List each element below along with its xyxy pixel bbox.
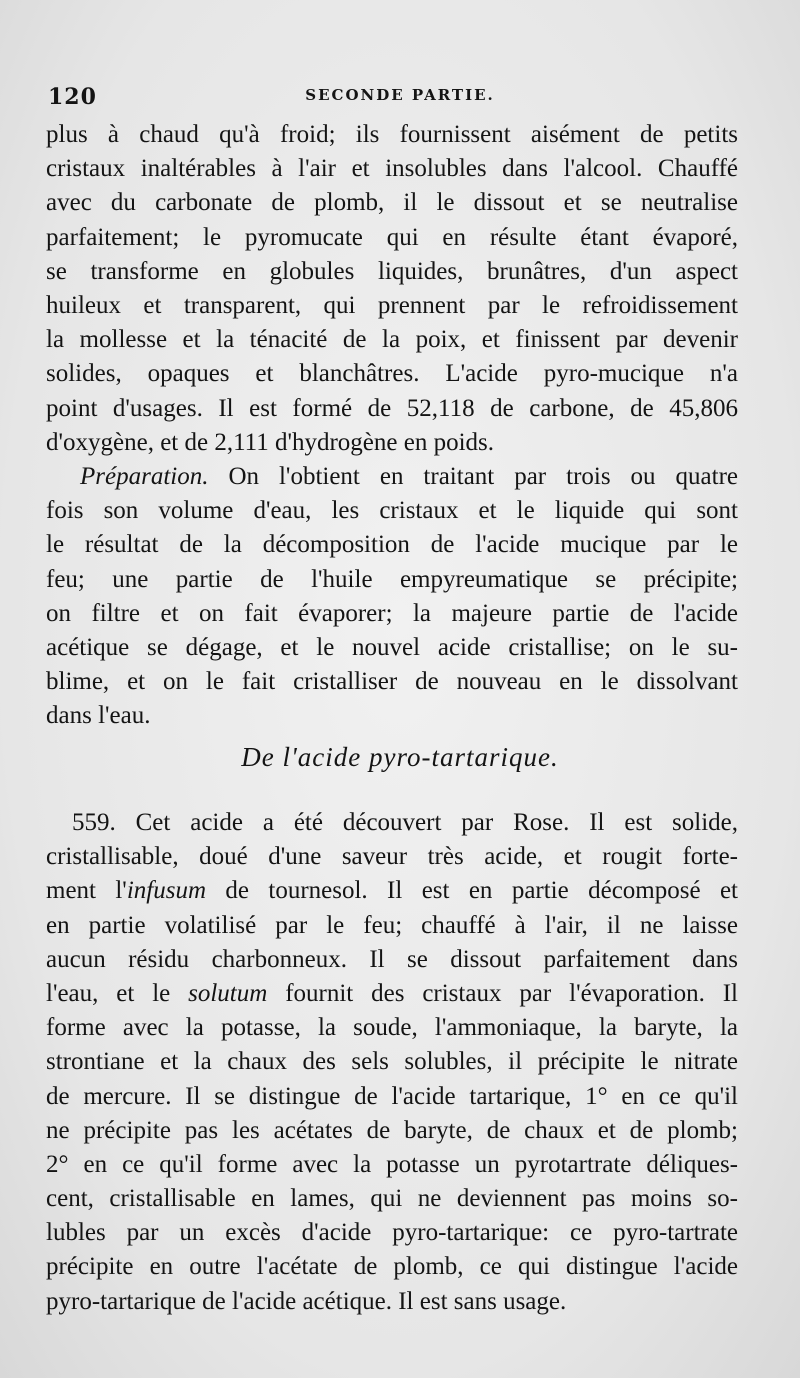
text-line: lubles par un excès d'acide pyro-tartarique: ce pyro-tartrate bbox=[46, 1219, 738, 1247]
page-number: 120 bbox=[48, 84, 97, 110]
text-line: feu; une partie de l'huile empyreumatique se précipite; bbox=[46, 565, 738, 593]
paragraph-label: Préparation. bbox=[80, 463, 209, 490]
text-line: acétique se dégage, et le nouvel acide cristallise; on le su- bbox=[46, 633, 738, 661]
text-line: avec du carbonate de plomb, il le dissout et se neutralise bbox=[46, 189, 738, 217]
text-line: cristallisable, doué d'une saveur très acide, et rougit forte- bbox=[46, 843, 738, 871]
italic-term: infusum bbox=[126, 877, 207, 905]
text-line: aucun résidu charbonneux. Il se dissout parfaitement dans bbox=[46, 945, 738, 973]
text-line: cent, cristallisable en lames, qui ne deviennent pas moins so- bbox=[46, 1185, 738, 1213]
text-line: pyro-tartarique de l'acide acétique. Il est sans usage. bbox=[46, 1287, 567, 1315]
text-line: se transforme en globules liquides, brunâtres, d'un aspect bbox=[46, 257, 738, 285]
text-line: on filtre et on fait évaporer; la majeure partie de l'acide bbox=[46, 599, 738, 627]
text-line: plus à chaud qu'à froid; ils fournissent aisément de petits bbox=[46, 121, 738, 148]
text-run: de tournesol. Il est en partie décomposé et bbox=[206, 877, 738, 905]
text-line: 2° en ce qu'il forme avec la potasse un pyrotartrate déliques- bbox=[46, 1150, 738, 1178]
text-line: le résultat de la décomposition de l'acide mucique par le bbox=[46, 531, 738, 559]
text-line: huileux et transparent, qui prennent par le refroidissement bbox=[46, 291, 738, 319]
text-line: la mollesse et la ténacité de la poix, et finissent par devenir bbox=[46, 326, 738, 354]
text-run: On l'obtient en traitant par trois ou quatre bbox=[208, 463, 738, 490]
text-line: d'oxygène, et de 2,111 d'hydrogène en poids. bbox=[46, 428, 495, 456]
text-line: strontiane et la chaux des sels solubles, il précipite le nitrate bbox=[46, 1048, 738, 1076]
text-line: forme avec la potasse, la soude, l'ammoniaque, la baryte, la bbox=[46, 1014, 738, 1042]
text-line: parfaitement; le pyromucate qui en résulte étant évaporé, bbox=[46, 223, 738, 251]
italic-term: solutum bbox=[188, 979, 268, 1007]
text-line: cristaux inaltérables à l'air et insolubles dans l'alcool. Chauffé bbox=[46, 155, 738, 183]
text-line bbox=[46, 874, 738, 908]
paragraph-3 bbox=[46, 806, 738, 1319]
running-head: SECONDE PARTIE. bbox=[305, 86, 495, 104]
text-line: blime, et on le fait cristalliser de nouveau en le dissolvant bbox=[46, 668, 738, 696]
text-line bbox=[46, 460, 738, 494]
text-run: ment l' bbox=[46, 877, 127, 905]
text-run: fournit des cristaux par l'évaporation. Il bbox=[267, 979, 738, 1007]
paragraph-1 bbox=[46, 118, 738, 460]
text-line: 559. Cet acide a été découvert par Rose. Il est solide, bbox=[72, 809, 738, 836]
text-line bbox=[46, 977, 738, 1011]
section-heading: De l'acide pyro-tartarique. bbox=[241, 742, 559, 772]
page-header bbox=[48, 84, 752, 114]
text-line: dans l'eau. bbox=[46, 702, 151, 730]
text-line: point d'usages. Il est formé de 52,118 de carbone, de 45,806 bbox=[46, 394, 738, 422]
text-line: solides, opaques et blanchâtres. L'acide pyro-mucique n'a bbox=[46, 360, 738, 388]
text-line: précipite en outre l'acétate de plomb, ce qui distingue l'acide bbox=[46, 1253, 738, 1281]
text-line: en partie volatilisé par le feu; chauffé à l'air, il ne laisse bbox=[46, 911, 738, 939]
text-line: de mercure. Il se distingue de l'acide tartarique, 1° en ce qu'il bbox=[46, 1082, 738, 1110]
text-line: ne précipite pas les acétates de baryte, de chaux et de plomb; bbox=[46, 1116, 738, 1144]
text-run: l'eau, et le bbox=[46, 979, 189, 1007]
paragraph-2 bbox=[46, 460, 738, 734]
text-line: fois son volume d'eau, les cristaux et le liquide qui sont bbox=[46, 497, 738, 525]
